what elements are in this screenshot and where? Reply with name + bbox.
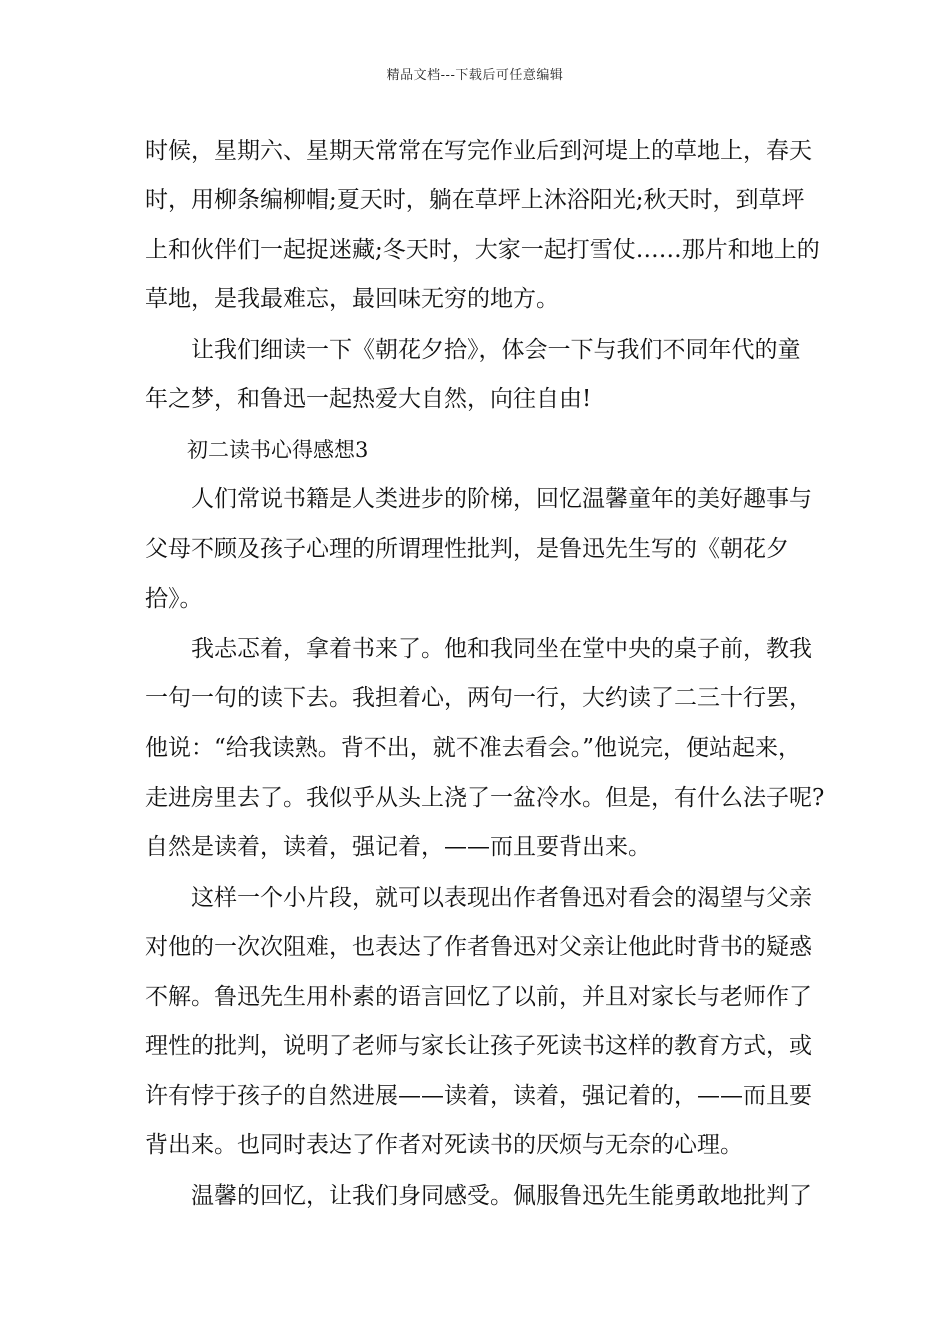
text-line: 走进房里去了。我似乎从头上浇了一盆冷水。但是，有什么法子呢? — [145, 785, 825, 811]
page-header: 精品文档---下载后可任意编辑 — [386, 68, 564, 83]
paragraph-first-line: 这样一个小片段，就可以表现出作者鲁迅对看会的渴望与父亲 — [191, 885, 812, 911]
text-line: 年之梦，和鲁迅一起热爱大自然，向往自由! — [145, 386, 592, 412]
text-line: 时，用柳条编柳帽;夏天时，躺在草坪上沐浴阳光;秋天时，到草坪 — [145, 187, 805, 213]
text-line: 对他的一次次阻难，也表达了作者鲁迅对父亲让他此时背书的疑惑 — [145, 934, 812, 960]
text-line: 时候，星期六、星期天常常在写完作业后到河堤上的草地上，春天 — [145, 138, 812, 164]
paragraph-first-line: 我忐忑着，拿着书来了。他和我同坐在堂中央的桌子前，教我 — [191, 636, 812, 662]
text-line: 不解。鲁迅先生用朴素的语言回忆了以前，并且对家长与老师作了 — [145, 984, 812, 1010]
text-line: 一句一句的读下去。我担着心，两句一行，大约读了二三十行罢， — [145, 685, 812, 711]
paragraph-first-line: 温馨的回忆，让我们身同感受。佩服鲁迅先生能勇敢地批判了 — [191, 1183, 812, 1209]
paragraph-first-line: 人们常说书籍是人类进步的阶梯，回忆温馨童年的美好趣事与 — [191, 486, 812, 512]
text-line: 上和伙伴们一起捉迷藏;冬天时，大家一起打雪仗……那片和地上的 — [145, 237, 820, 263]
text-line: 父母不顾及孩子心理的所谓理性批判，是鲁迅先生写的《朝花夕 — [145, 536, 789, 562]
text-line: 许有悖于孩子的自然进展——读着，读着，强记着的，——而且要 — [145, 1083, 812, 1109]
section-heading: 初二读书心得感想3 — [187, 438, 369, 462]
paragraph-first-line: 让我们细读一下《朝花夕拾》，体会一下与我们不同年代的童 — [191, 337, 801, 363]
text-line: 他说：“给我读熟。背不出，就不准去看会。”他说完，便站起来， — [145, 735, 802, 761]
text-line: 自然是读着，读着，强记着，——而且要背出来。 — [145, 834, 651, 860]
text-line: 草地，是我最难忘，最回味无穷的地方。 — [145, 286, 559, 312]
text-line: 理性的批判，说明了老师与家长让孩子死读书这样的教育方式，或 — [145, 1033, 812, 1059]
text-line: 拾》。 — [145, 586, 203, 612]
text-line: 背出来。也同时表达了作者对死读书的厌烦与无奈的心理。 — [145, 1132, 743, 1158]
